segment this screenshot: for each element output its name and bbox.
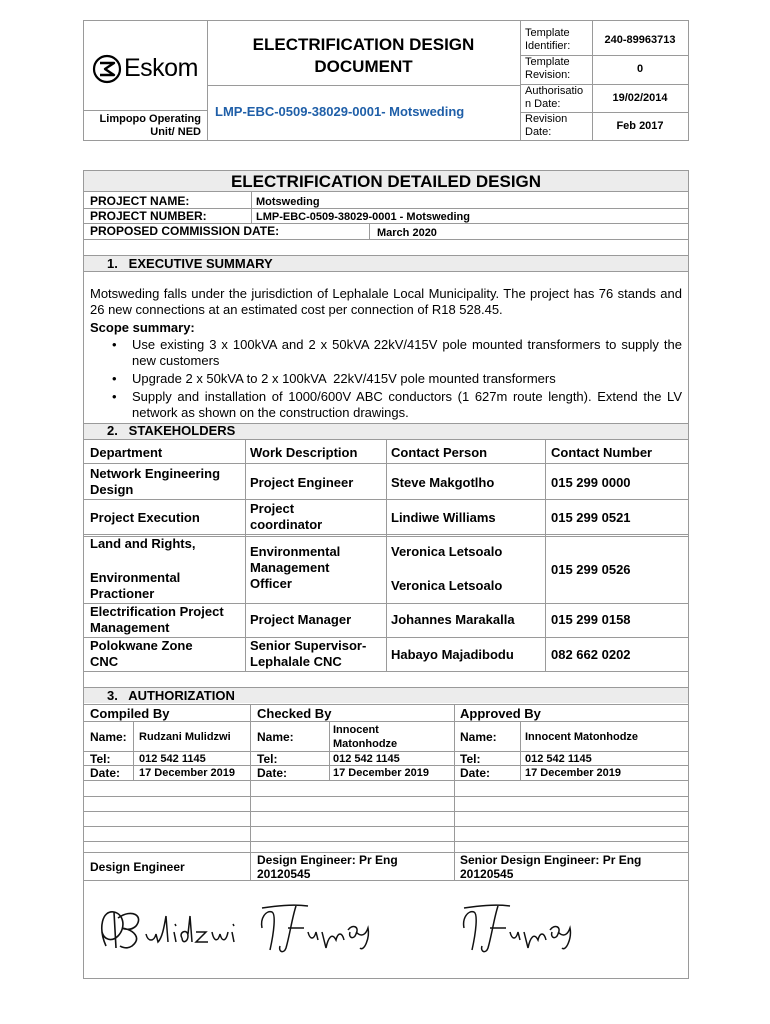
stakeholder-work-1: Project Engineer (250, 475, 354, 490)
commission-value: March 2020 (377, 227, 437, 239)
meta-value-2: 0 (636, 63, 644, 75)
meta-value-4: Feb 2017 (616, 120, 664, 132)
compiled-tel: 012 542 1145 (139, 753, 206, 765)
meta-label-2: Template Revision: (525, 56, 571, 81)
project-number-value: LMP-EBC-0509-38029-0001 - Motsweding (256, 211, 470, 223)
signature-checked (256, 898, 376, 958)
scope-bullet-2: Upgrade 2 x 50kVA to 2 x 100kVA 22kV/415V pole mounted transformers (132, 371, 556, 386)
checked-by-label: Checked By (257, 706, 332, 721)
stakeholder-number-1: 015 299 0000 (551, 475, 631, 490)
stakeholder-person-5: Johannes Marakalla (391, 612, 515, 627)
col-header-department: Department (90, 445, 163, 460)
approved-tel: 012 542 1145 (525, 753, 592, 765)
stakeholder-work-2: Project coordinator (250, 501, 323, 532)
stakeholder-dept-1: Network Engineering Design (90, 466, 221, 497)
approved-date-label: Date: (460, 766, 491, 780)
stakeholder-dept-3: Land and Rights, (90, 536, 196, 551)
checked-name-label: Name: (257, 730, 294, 744)
compiled-name: Rudzani Mulidzwi (139, 731, 231, 743)
section-1-heading: 1. EXECUTIVE SUMMARY (107, 256, 273, 271)
stakeholder-number-6: 082 662 0202 (551, 647, 631, 662)
stakeholder-dept-2: Project Execution (90, 510, 200, 525)
stakeholder-person-1: Steve Makgotlho (391, 475, 495, 490)
stakeholder-person-2: Lindiwe Williams (391, 510, 496, 525)
stakeholder-dept-6: Polokwane Zone CNC (90, 638, 193, 669)
compiled-date: 17 December 2019 (139, 767, 236, 779)
compiled-name-label: Name: (90, 730, 127, 744)
doc-reference: LMP-EBC-0509-38029-0001- Motsweding (215, 104, 465, 119)
signature-approved (458, 898, 578, 958)
stakeholder-person-4: Veronica Letsoalo (391, 578, 503, 593)
meta-value-1: 240-89963713 (604, 34, 676, 46)
section-2-heading: 2. STAKEHOLDERS (107, 423, 236, 438)
section-3-heading: 3. AUTHORIZATION (107, 688, 235, 703)
approved-tel-label: Tel: (460, 752, 481, 766)
eskom-logo-icon (92, 54, 122, 84)
project-number-label: PROJECT NUMBER: (90, 209, 207, 223)
compiled-tel-label: Tel: (90, 752, 111, 766)
role-compiled: Design Engineer (90, 860, 185, 874)
compiled-date-label: Date: (90, 766, 121, 780)
col-header-contact-number: Contact Number (551, 445, 653, 460)
meta-label-4: Revision Date: (525, 113, 568, 138)
bullet-dot-3: • (112, 389, 117, 404)
role-checked: Design Engineer: Pr Eng 20120545 (257, 853, 398, 881)
doc-title-line1: ELECTRIFICATION DESIGN (252, 35, 475, 54)
meta-value-3: 19/02/2014 (612, 92, 668, 104)
commission-label: PROPOSED COMMISSION DATE: (90, 224, 280, 238)
stakeholder-work-4: Environmental Management Officer (250, 544, 341, 591)
design-title: ELECTRIFICATION DETAILED DESIGN (230, 172, 542, 191)
stakeholder-work-6: Senior Supervisor- Lephalale CNC (250, 638, 367, 669)
bullet-dot-1: • (112, 337, 117, 352)
meta-label-1: Template Identifier: (525, 27, 571, 52)
stakeholder-number-5: 015 299 0158 (551, 612, 631, 627)
approved-name: Innocent Matonhodze (525, 731, 639, 743)
checked-date: 17 December 2019 (333, 767, 430, 779)
doc-title-line2: DOCUMENT (314, 57, 413, 76)
project-name-value: Motsweding (256, 196, 320, 208)
col-header-work: Work Description (250, 445, 358, 460)
checked-name: Innocent Matonhodze (333, 724, 398, 750)
scope-summary-label: Scope summary: (90, 320, 195, 335)
scope-bullet-3: Supply and installation of 1000/600V ABC conductors (1 627m route length). Extend the LV network as shown on the construction drawings. (132, 389, 682, 420)
stakeholder-person-3: Veronica Letsoalo (391, 544, 503, 559)
eskom-logo-text: Eskom (124, 54, 198, 82)
scope-bullet-1: Use existing 3 x 100kVA and 2 x 50kVA 22kV/415V pole mounted transformers to supply the new customers (132, 337, 682, 368)
checked-date-label: Date: (257, 766, 288, 780)
approved-date: 17 December 2019 (525, 767, 622, 779)
executive-summary-text: Motsweding falls under the jurisdiction of Lephalale Local Municipality. The project has 76 stands and 26 new connections at an estimated cost per connection of R18 528.45. (90, 286, 682, 317)
stakeholder-dept-5: Electrification Project Management (90, 604, 224, 635)
bullet-dot-2: • (112, 371, 117, 386)
checked-tel-label: Tel: (257, 752, 278, 766)
approved-name-label: Name: (460, 730, 497, 744)
approved-by-label: Approved By (460, 706, 541, 721)
role-approved: Senior Design Engineer: Pr Eng 20120545 (460, 853, 642, 881)
meta-label-3: Authorisation Date: (525, 85, 584, 110)
col-header-contact-person: Contact Person (391, 445, 488, 460)
compiled-by-label: Compiled By (90, 706, 170, 721)
project-name-label: PROJECT NAME: (90, 194, 190, 208)
stakeholder-dept-4: Environmental Practioner (90, 570, 181, 601)
stakeholder-person-6: Habayo Majadibodu (391, 647, 514, 662)
stakeholder-work-5: Project Manager (250, 612, 352, 627)
signature-compiled (92, 898, 242, 958)
operating-unit: Limpopo Operating Unit/ NED (99, 113, 201, 138)
checked-tel: 012 542 1145 (333, 753, 400, 765)
stakeholder-number-4: 015 299 0526 (551, 562, 631, 577)
stakeholder-number-2: 015 299 0521 (551, 510, 631, 525)
